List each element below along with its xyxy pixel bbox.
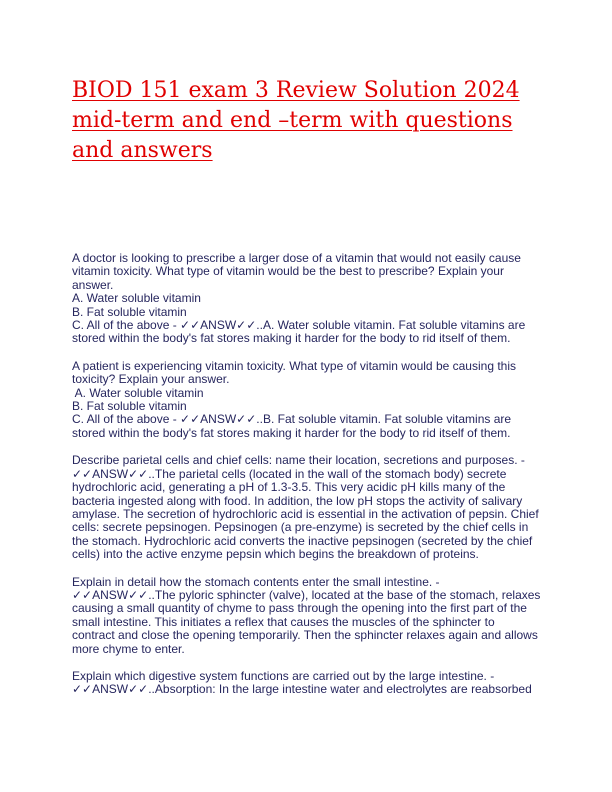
- title-line[interactable]: and answers: [72, 138, 213, 163]
- question-block: [72, 252, 552, 346]
- answer-line: cells: secrete pepsinogen. Pepsinogen (a pre-enzyme) is secreted by the chief cells in: [72, 520, 529, 535]
- answer-line: bacteria ingested along with food. In addition, the low pH stops the activity of salivary: [72, 493, 523, 508]
- question-block: [72, 454, 552, 561]
- text-line: Explain in detail how the stomach contents enter the small intestine. -: [72, 574, 440, 589]
- answer-line: cells) into the active enzyme pepsin which begins the breakdown of proteins.: [72, 547, 479, 562]
- title-line[interactable]: BIOD 151 exam 3 Review Solution 2024: [72, 78, 520, 103]
- answer-line: ✓✓ANSW✓✓..The pyloric sphincter (valve), located at the base of the stomach, relaxes: [72, 587, 541, 602]
- text-line: A doctor is looking to prescribe a larger dose of a vitamin that would not easily cause: [72, 251, 521, 265]
- answer-line: small intestine. This initiates a reflex that causes the muscles of the sphincter to: [72, 614, 495, 629]
- answer-line: C. All of the above - ✓✓ANSW✓✓..B. Fat soluble vitamin. Fat soluble vitamins are: [72, 412, 512, 427]
- text-line: answer.: [72, 277, 114, 292]
- text-line: Describe parietal cells and chief cells: name their location, secretions and purposes. -: [72, 453, 525, 468]
- text-line: A patient is experiencing vitamin toxicity. What type of vitamin would be causing this: [72, 358, 516, 373]
- answer-line: ✓✓ANSW✓✓..Absorption: In the large intestine water and electrolytes are reabsorbed: [72, 682, 532, 697]
- question-block: [72, 576, 552, 656]
- answer-line: the stomach. Hydrochloric acid converts the inactive pepsinogen (secreted by the chief: [72, 533, 533, 548]
- answer-line: stored within the body's fat stores making it harder for the body to rid itself of them.: [72, 425, 511, 440]
- text-line: Explain which digestive system functions are carried out by the large intestine. -: [72, 668, 495, 683]
- answer-line: more chyme to enter.: [72, 641, 185, 656]
- title-line[interactable]: mid-term and end –term with questions: [72, 108, 513, 133]
- text-line: vitamin toxicity. What type of vitamin would be the best to prescribe? Explain your: [72, 264, 504, 279]
- answer-line: causing a small quantity of chyme to pass through the opening into the first part of the: [72, 601, 527, 616]
- document-body: [72, 252, 552, 711]
- question-block: [72, 360, 552, 440]
- option-line: A. Water soluble vitamin: [72, 291, 201, 306]
- answer-line: hydrochloric acid, generating a pH of 1.3-3.5. This very acidic pH kills many of the: [72, 480, 506, 495]
- answer-line: ✓✓ANSW✓✓..The parietal cells (located in the wall of the stomach body) secrete: [72, 466, 507, 481]
- answer-line: amylase. The secretion of hydrochloric acid is essential in the activation of pepsin. Chief: [72, 506, 539, 521]
- text-line: toxicity? Explain your answer.: [72, 372, 230, 387]
- option-line: B. Fat soluble vitamin: [72, 399, 187, 414]
- option-line: B. Fat soluble vitamin: [72, 304, 187, 319]
- answer-line: stored within the body's fat stores making it harder for the body to rid itself of them.: [72, 331, 511, 346]
- question-block: [72, 670, 552, 697]
- option-line: A. Water soluble vitamin: [72, 385, 204, 400]
- answer-line: contract and close the opening temporarily. Then the sphincter relaxes again and allows: [72, 628, 538, 643]
- answer-line: C. All of the above - ✓✓ANSW✓✓..A. Water soluble vitamin. Fat soluble vitamins are: [72, 318, 526, 333]
- document-title[interactable]: [72, 76, 542, 166]
